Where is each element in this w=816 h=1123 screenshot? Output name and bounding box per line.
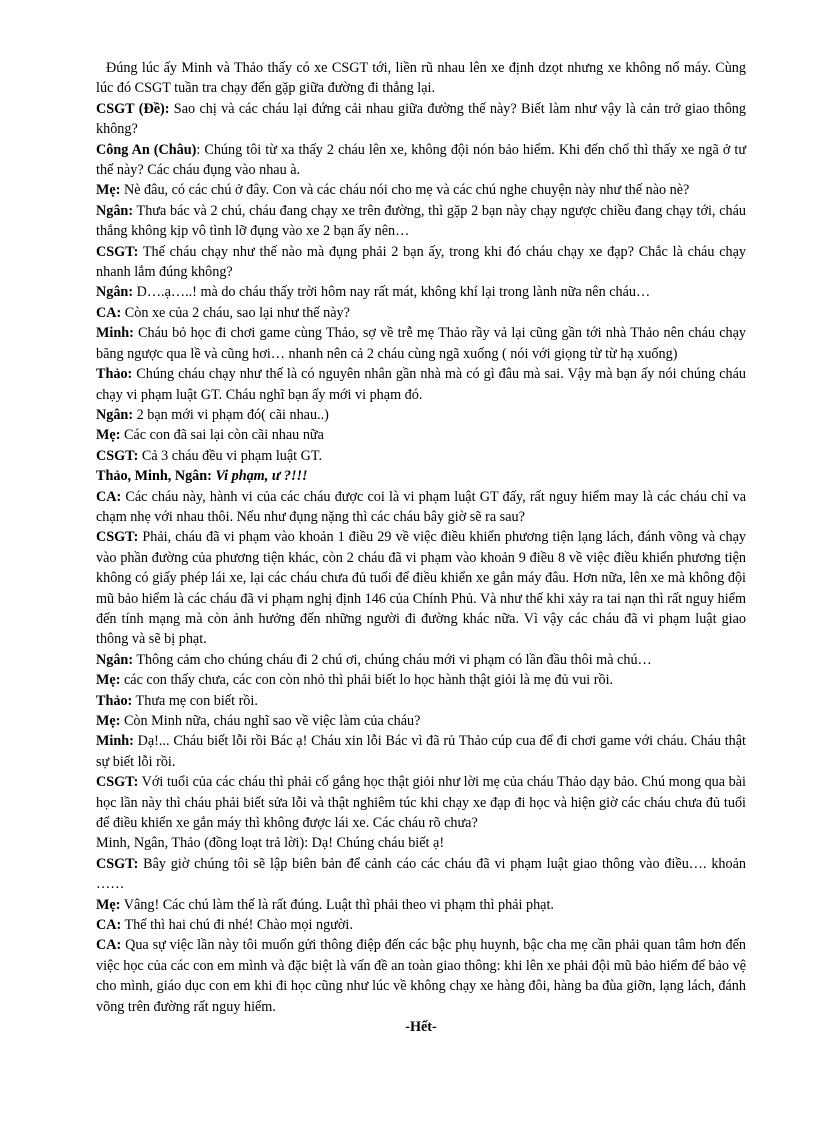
dialogue-text: Thế thì hai chú đi nhé! Chào mọi người. xyxy=(121,917,353,934)
dialogue-text: Các cháu này, hành vi của các cháu được coi là vi phạm luật GT đấy, rất nguy hiểm may là các cháu chỉ va chạm nhẹ với nhau thôi. Nếu như đụng nặng thì các cháu bây giờ sẽ ra sau? xyxy=(96,488,746,525)
paragraph-18 xyxy=(96,670,746,690)
dialogue-text: Thông cảm cho chúng cháu đi 2 chú ơi, chúng cháu mới vi phạm có lần đầu thôi mà chú… xyxy=(133,651,652,668)
dialogue-text: Cháu bỏ học đi chơi game cùng Thảo, sợ về trễ mẹ Thảo rầy vả lại cũng gần tới nhà Thảo nên cháu chạy băng ngược qua lề và cũng hơi… nhanh nên cả 2 cháu cùng ngã xuống ( nói với giọng từ từ hạ xuống) xyxy=(96,325,746,362)
paragraph-16 xyxy=(96,527,746,649)
paragraph-11 xyxy=(96,405,746,425)
dialogue-text: Dạ!... Cháu biết lỗi rồi Bác ạ! Cháu xin lỗi Bác vì đã rủ Thảo cúp cua để đi chơi game với cháu. Cháu thật sự biết lỗi rồi. xyxy=(96,733,746,770)
dialogue-text: Với tuổi của các cháu thì phải cố gắng học thật giỏi như lời mẹ của cháu Thảo dạy bảo. Chú mong qua bài học lần này thì cháu phải biết sửa lỗi và thật nghiêm túc khi chạy xe đạp đi học và hiện giờ các cháu chưa đủ tuổi để điều khiển xe gắn máy thì không được lái xe. Các cháu rõ chưa? xyxy=(96,774,746,832)
speaker-label: CSGT: xyxy=(96,243,139,260)
dialogue-text: 2 bạn mới vi phạm đó( cãi nhau..) xyxy=(133,406,329,423)
paragraph-12 xyxy=(96,425,746,445)
dialogue-text: Thế cháu chạy như thế nào mà đụng phải 2 bạn ấy, trong khi đó cháu chạy xe đạp? Chắc là cháu chạy nhanh lắm đúng không? xyxy=(96,243,746,281)
paragraph-3 xyxy=(96,140,746,181)
paragraph-14 xyxy=(96,466,746,486)
paragraph-26 xyxy=(96,915,746,935)
dialogue-text: Còn xe của 2 cháu, sao lại như thế này? xyxy=(121,304,350,321)
paragraph-7 xyxy=(96,282,746,302)
paragraph-4 xyxy=(96,180,746,200)
speaker-label: Minh: xyxy=(96,733,134,750)
speaker-label: Công An (Châu) xyxy=(96,141,197,158)
paragraph-8 xyxy=(96,303,746,323)
speaker-label: CSGT: xyxy=(96,447,139,464)
speaker-label: Mẹ: xyxy=(96,896,121,913)
paragraph-25 xyxy=(96,895,746,915)
speaker-label: Ngân: xyxy=(96,202,134,219)
speaker-label: Mẹ: xyxy=(96,182,121,199)
paragraph-23 xyxy=(96,833,746,853)
paragraph-21 xyxy=(96,731,746,772)
paragraph-9 xyxy=(96,323,746,364)
dialogue-text: Thưa mẹ con biết rồi. xyxy=(132,692,258,709)
paragraph-24 xyxy=(96,854,746,895)
paragraph-6 xyxy=(96,242,746,283)
speaker-label: CA: xyxy=(96,488,122,505)
speaker-label: CSGT: xyxy=(96,529,139,546)
speaker-label: CSGT (Đề): xyxy=(96,100,170,117)
dialogue-text: Cả 3 cháu đều vi phạm luật GT. xyxy=(138,447,323,464)
paragraph-22 xyxy=(96,772,746,833)
paragraph-1 xyxy=(96,58,746,99)
dialogue-text: Nè đâu, có các chú ở đây. Con và các cháu nói cho mẹ và các chú nghe chuyện này như thế nào nè? xyxy=(120,182,690,199)
dialogue-text: Còn Minh nữa, cháu nghĩ sao về việc làm của cháu? xyxy=(120,713,421,729)
dialogue-text: Thưa bác và 2 chú, cháu đang chạy xe trên đường, thì gặp 2 bạn này chạy ngược chiều đang chạy tới, cháu thắng không kịp vô tình lỡ đụng vào xe 2 bạn ấy nên… xyxy=(96,202,746,240)
speaker-label: CSGT: xyxy=(96,855,139,872)
speaker-label: Ngân: xyxy=(96,651,134,668)
paragraph-17 xyxy=(96,650,746,670)
paragraph-27 xyxy=(96,935,746,1017)
dialogue-text: Chúng cháu chạy như thế là có nguyên nhân gần nhà mà có gì đâu mà sai. Vậy mà bạn ấy nói chúng cháu chạy vi phạm luật GT. Cháu nghĩ bạn ấy mới vi phạm đó. xyxy=(96,366,746,403)
dialogue-text: : Chúng tôi từ xa thấy 2 cháu lên xe, không đội nón bảo hiểm. Khi đến chổ thì thấy xe ngã ở tư thế này? Các cháu đụng vào nhau à. xyxy=(96,141,747,179)
dialogue-text: Qua sự việc lần này tôi muốn gửi thông điệp đến các bậc phụ huynh, bậc cha mẹ cần phải quan tâm hơn đến việc học của các con em mình và đặc biệt là vấn đề an toàn giao thông: khi lên xe phải đội mũ bảo hiểm để bảo vệ cho mình, giáo dục con em khi đi học cũng như lúc về không chạy xe hàng đôi, hàng ba đùa giỡn, lạng lách, đánh võng trên đường rất nguy hiểm. xyxy=(96,937,746,1015)
dialogue-text: Sao chị và các cháu lại đứng cải nhau giữa đường thế này? Biết làm như vậy là cản trở giao thông không? xyxy=(96,100,746,138)
paragraph-15 xyxy=(96,487,746,528)
dialogue-text: các con thấy chưa, các con còn nhỏ thì phải biết lo học hành thật giỏi là mẹ đủ vui rồi. xyxy=(120,672,614,689)
dialogue-text: Các con đã sai lại còn cãi nhau nữa xyxy=(120,427,324,444)
paragraph-10 xyxy=(96,364,746,405)
paragraph-5 xyxy=(96,201,746,242)
paragraph-19 xyxy=(96,691,746,711)
dialogue-text: D….ạ…..! mà do cháu thấy trời hôm nay rất mát, không khí lại trong lành nữa nên cháu… xyxy=(133,284,651,301)
speaker-label: CA: xyxy=(96,937,122,954)
paragraph-13 xyxy=(96,446,746,466)
speaker-label: Mẹ: xyxy=(96,427,121,444)
dialogue-text: Phải, cháu đã vi phạm vào khoản 1 điều 29 về việc điều khiển phương tiện lạng lách, đánh võng và chạy vào phần đường của phương tiện khác, còn 2 cháu đã vi phạm vào khoản 9 điều 8 về việc điều khiển phương tiện không có giấy phép lái xe, lại các cháu chưa đủ tuổi để điều khiển xe gắn máy đâu. Hơn nữa, lên xe mà không đội mũ bảo hiểm là các cháu đã vi phạm nghị định 146 của Chính Phủ. Và như thế khi xảy ra tai nạn thì rất nguy hiểm đến tính mạng mà còn ảnh hưởng đến những người đi đường khác nữa. Vì vậy các cháu đã vi phạm luật giao thông và sẽ bị phạt. xyxy=(96,529,746,648)
speaker-label: Minh: xyxy=(96,325,134,342)
speaker-label: Mẹ: xyxy=(96,713,121,729)
dialogue-text: Vâng! Các chú làm thế là rất đúng. Luật thì phải theo vi phạm thì phải phạt. xyxy=(120,896,554,913)
speaker-label: Thảo: xyxy=(96,366,133,383)
speaker-label: Ngân: xyxy=(96,284,134,301)
narration-text: Đúng lúc ấy Minh và Thảo thấy có xe CSGT tới, liền rũ nhau lên xe định dzọt nhưng xe không nổ máy. Cùng lúc đó CSGT tuần tra chạy đến gặp giữa đường đi thẳng lại. xyxy=(96,60,746,97)
dialogue-text: Minh, Ngân, Thảo (đồng loạt trả lời): Dạ! Chúng cháu biết ạ! xyxy=(96,835,445,852)
end-mark: -Hết- xyxy=(405,1019,437,1036)
document-page xyxy=(96,58,746,1038)
paragraph-2 xyxy=(96,99,746,140)
emphasis-text: Vi phạm, ư ?!!! xyxy=(211,468,308,485)
speaker-label: Thảo: xyxy=(96,692,133,709)
speaker-label: Thảo, Minh, Ngân: xyxy=(96,468,212,485)
speaker-label: CSGT: xyxy=(96,774,139,791)
speaker-label: Ngân: xyxy=(96,406,134,423)
dialogue-text: Bây giờ chúng tôi sẽ lập biên bản để cảnh cáo các cháu đã vi phạm luật giao thông vào điều…. khoản …… xyxy=(96,855,746,893)
paragraph-20 xyxy=(96,711,746,731)
speaker-label: CA: xyxy=(96,917,122,934)
speaker-label: Mẹ: xyxy=(96,672,121,689)
speaker-label: CA: xyxy=(96,304,122,321)
